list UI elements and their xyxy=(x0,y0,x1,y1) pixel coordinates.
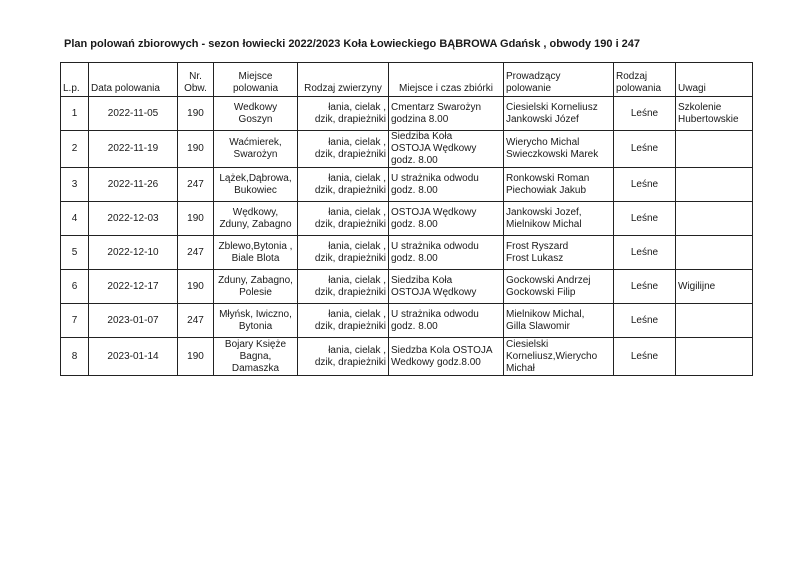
cell-lp: 4 xyxy=(61,202,89,236)
cell-game: łania, cielak , dzik, drapieżniki xyxy=(298,270,389,304)
cell-lp: 6 xyxy=(61,270,89,304)
cell-obw: 190 xyxy=(178,202,214,236)
cell-place: Bojary Księże Bagna, Damaszka xyxy=(214,338,298,376)
cell-date: 2023-01-14 xyxy=(89,338,178,376)
cell-meet: OSTOJA Wędkowy godz. 8.00 xyxy=(389,202,504,236)
cell-game: łania, cielak , dzik, drapieżniki xyxy=(298,97,389,131)
cell-meet: Cmentarz Swarożyn godzina 8.00 xyxy=(389,97,504,131)
cell-obw: 247 xyxy=(178,168,214,202)
cell-leader: Gockowski Andrzej Gockowski Filip xyxy=(504,270,614,304)
cell-date: 2022-11-19 xyxy=(89,131,178,168)
cell-notes xyxy=(676,202,753,236)
cell-place: Zduny, Zabagno, Polesie xyxy=(214,270,298,304)
table-row xyxy=(61,338,753,376)
header-place: Miejsce polowania xyxy=(214,63,298,97)
cell-game: łania, cielak , dzik, drapieżniki xyxy=(298,131,389,168)
cell-leader: Jankowski Jozef, Mielnikow Michal xyxy=(504,202,614,236)
cell-leader: Wierycho Michal Swieczkowski Marek xyxy=(504,131,614,168)
cell-meet: U strażnika odwodu godz. 8.00 xyxy=(389,304,504,338)
cell-meet: Siedziba Koła OSTOJA Wędkowy xyxy=(389,270,504,304)
cell-type: Leśne xyxy=(614,168,676,202)
cell-game: łania, cielak , dzik, drapieżniki xyxy=(298,236,389,270)
cell-leader: Ciesielski Korneliusz,Wierycho Michał xyxy=(504,338,614,376)
hunt-plan-table xyxy=(60,62,753,376)
header-notes: Uwagi xyxy=(676,63,753,97)
cell-place: Młyńsk, Iwiczno, Bytonia xyxy=(214,304,298,338)
cell-meet: U strażnika odwodu godz. 8.00 xyxy=(389,236,504,270)
cell-date: 2022-12-17 xyxy=(89,270,178,304)
cell-leader: Frost Ryszard Frost Lukasz xyxy=(504,236,614,270)
cell-obw: 190 xyxy=(178,131,214,168)
table-row xyxy=(61,304,753,338)
header-row xyxy=(61,63,753,97)
cell-place: Waćmierek, Swarożyn xyxy=(214,131,298,168)
cell-obw: 247 xyxy=(178,304,214,338)
cell-notes xyxy=(676,236,753,270)
cell-game: łania, cielak , dzik, drapieżniki xyxy=(298,168,389,202)
table-row xyxy=(61,97,753,131)
cell-lp: 8 xyxy=(61,338,89,376)
cell-meet: Siedziba Koła OSTOJA Wędkowy godz. 8.00 xyxy=(389,131,504,168)
cell-notes xyxy=(676,131,753,168)
cell-notes xyxy=(676,338,753,376)
cell-place: Zblewo,Bytonia , Biale Blota xyxy=(214,236,298,270)
cell-leader: Mielnikow Michal, Gilla Slawomir xyxy=(504,304,614,338)
cell-lp: 1 xyxy=(61,97,89,131)
header-meet: Miejsce i czas zbiórki xyxy=(389,63,504,97)
cell-leader: Ciesielski Korneliusz Jankowski Józef xyxy=(504,97,614,131)
cell-notes xyxy=(676,168,753,202)
cell-obw: 247 xyxy=(178,236,214,270)
header-obw: Nr. Obw. xyxy=(178,63,214,97)
cell-place: Wędkowy, Zduny, Zabagno xyxy=(214,202,298,236)
table-row xyxy=(61,202,753,236)
cell-type: Leśne xyxy=(614,202,676,236)
cell-leader: Ronkowski Roman Piechowiak Jakub xyxy=(504,168,614,202)
cell-type: Leśne xyxy=(614,270,676,304)
cell-notes: Szkolenie Hubertowskie xyxy=(676,97,753,131)
cell-notes: Wigilijne xyxy=(676,270,753,304)
cell-obw: 190 xyxy=(178,338,214,376)
cell-lp: 2 xyxy=(61,131,89,168)
cell-game: łania, cielak , dzik, drapieżniki xyxy=(298,338,389,376)
cell-notes xyxy=(676,304,753,338)
document-title: Plan polowań zbiorowych - sezon łowiecki 2022/2023 Koła Łowieckiego BĄBROWA Gdańsk , obwody 190 i 247 xyxy=(64,38,641,50)
table-row xyxy=(61,131,753,168)
cell-obw: 190 xyxy=(178,270,214,304)
cell-date: 2023-01-07 xyxy=(89,304,178,338)
table-row xyxy=(61,168,753,202)
cell-date: 2022-11-26 xyxy=(89,168,178,202)
cell-lp: 7 xyxy=(61,304,89,338)
cell-game: łania, cielak , dzik, drapieżniki xyxy=(298,202,389,236)
cell-meet: U strażnika odwodu godz. 8.00 xyxy=(389,168,504,202)
header-leader: Prowadzący polowanie xyxy=(504,63,614,97)
cell-obw: 190 xyxy=(178,97,214,131)
cell-type: Leśne xyxy=(614,236,676,270)
header-lp: L.p. xyxy=(61,63,89,97)
cell-lp: 5 xyxy=(61,236,89,270)
cell-meet: Siedzba Kola OSTOJA Wedkowy godz.8.00 xyxy=(389,338,504,376)
header-type: Rodzaj polowania xyxy=(614,63,676,97)
cell-place: Wedkowy Goszyn xyxy=(214,97,298,131)
cell-type: Leśne xyxy=(614,338,676,376)
table-row xyxy=(61,270,753,304)
header-game: Rodzaj zwierzyny xyxy=(298,63,389,97)
cell-type: Leśne xyxy=(614,97,676,131)
cell-type: Leśne xyxy=(614,304,676,338)
cell-lp: 3 xyxy=(61,168,89,202)
cell-date: 2022-12-03 xyxy=(89,202,178,236)
cell-type: Leśne xyxy=(614,131,676,168)
cell-place: Lążek,Dąbrowa, Bukowiec xyxy=(214,168,298,202)
cell-date: 2022-11-05 xyxy=(89,97,178,131)
cell-date: 2022-12-10 xyxy=(89,236,178,270)
cell-game: łania, cielak , dzik, drapieżniki xyxy=(298,304,389,338)
table-row xyxy=(61,236,753,270)
header-date: Data polowania xyxy=(89,63,178,97)
